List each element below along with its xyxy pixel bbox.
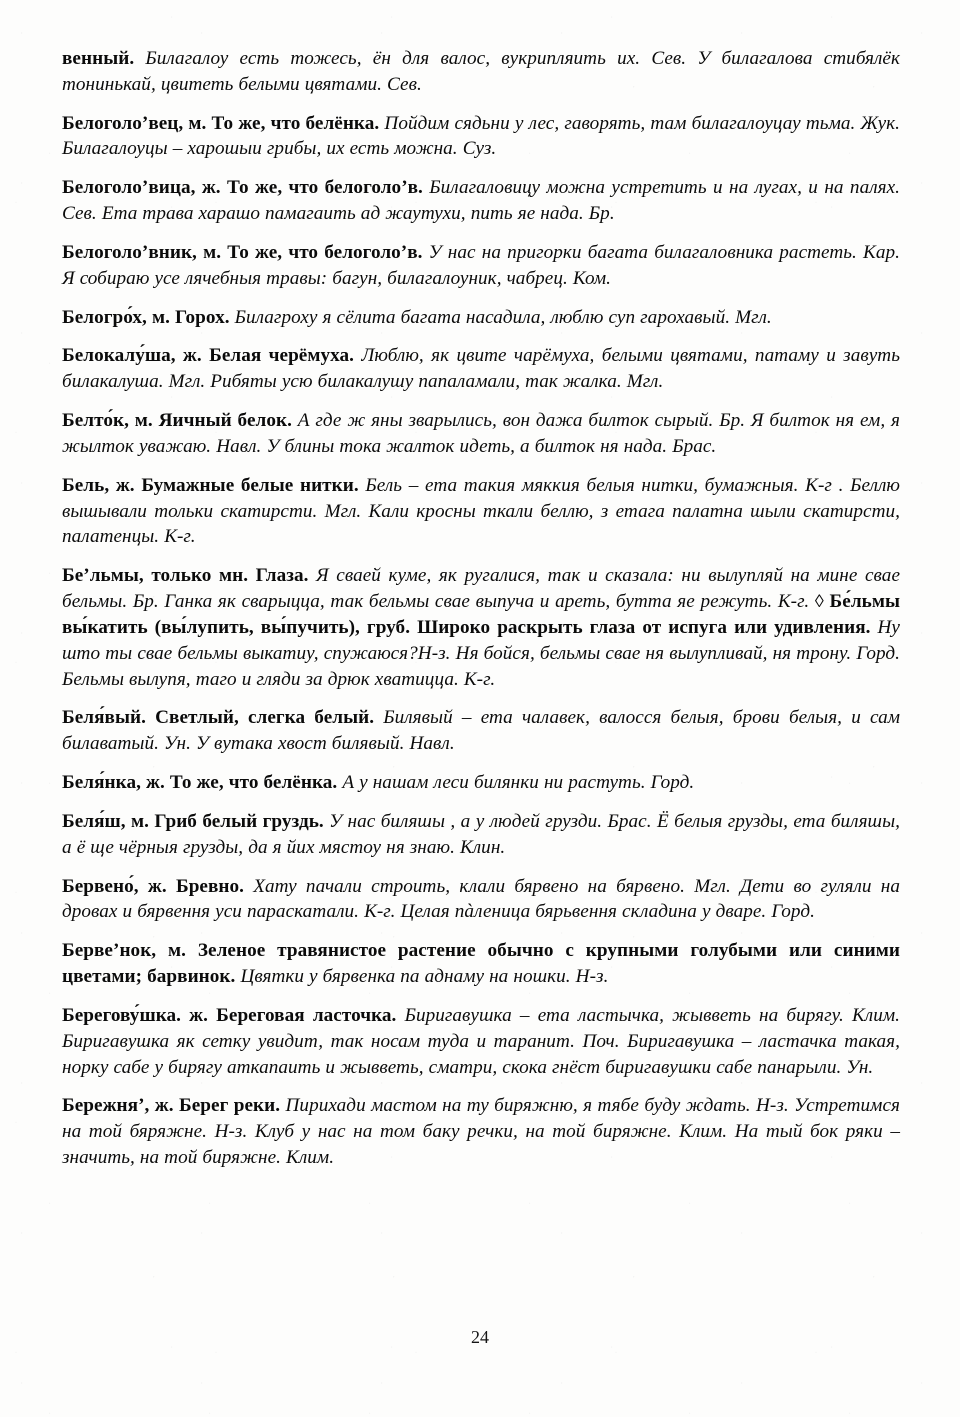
entry-definition: Глаза. [255,565,309,587]
dictionary-entry [62,938,900,990]
dictionary-entry [62,408,900,460]
entry-illustration: Люблю, як цвите чарёмуха, белыми цвятами, патаму и завуть билакалуша. Мгл. Рибяты усю билакалушу папаламали, так жалка. Мгл. [62,345,900,393]
entry-definition: Берег реки. [179,1095,281,1117]
entry-headword: Бервено́, ж. [62,875,167,897]
entry-headword: Белто́к, м. [62,410,153,432]
idiom-phrase: Бе́льмы вы́катить (вы́лупить, вы́пучить), груб. [62,591,900,638]
entry-definition: Белая черёмуха. [209,345,354,367]
entry-headword: Беля́нка, ж. [62,772,165,794]
entry-headword: Бель, ж. [62,474,135,496]
entry-illustration: Пирихади мастом на ту биряжню, я тябе буду ждать. Н-з. Устретимся на той бяряжне. Н-з. Клуб у нас на том баку речки, на той биряжне. Клим. На тый бок ряки – значить, на той биряжне. Клим. [62,1095,900,1168]
entry-illustration: А где ж яны зварылись, вон дажа билток сырый. Бр. Я билток ня ем, я жылток уважаю. Навл. У блины тока жалток идеть, а билток ня нада. Брас. [62,410,901,457]
entry-definition: Горох. [174,306,230,328]
entry-definition: Гриб белый груздь. [154,810,324,832]
entry-illustration: Я сваей куме, як ругалися, так и сказала: ни вылупляй на мине свае бельмы. Бр. Ганка як сварыцца, так бельмы свае выпуча и ареть, бутта яе режуть. К-г. [62,565,901,613]
entry-definition: Бревно. [175,875,244,897]
dictionary-entry [62,770,900,796]
entry-illustration: А у нашам леси билянки ни растуть. Горд. [342,772,695,794]
entry-headword: Берегову́шка. ж. [62,1004,208,1026]
dictionary-entry [62,175,900,227]
dictionary-entry [62,1003,900,1080]
entry-definition: Яичный белок. [158,410,292,432]
entry-illustration: Билагроху я сёлита багата насадила, люблю суп гарохавый. Мгл. [234,306,772,328]
entry-illustration: Хату пачали строить, клали бярвено на бярвено. Мгл. Дети во гуляли на дровах и бярвення уси параскатали. К-г. Целая пàленица бярьвення складина у дваре. Горд. [62,875,900,923]
dictionary-entry [62,1093,900,1170]
entry-illustration: Биригавушка – ета ластычка, жывветь на бирягу. Клим. Биригавушка як сетку увидит, так носам туда и таранит. Поч. Биригавушка – ластачка такая, норку сабе у бирягу аткапаить и жывветь, сматри, скока гнёст биригавушки сабе панарыли. Ун. [62,1004,901,1078]
entry-definition: Светлый, слегка белый. [155,707,375,729]
entry-headword: Белокалу́ша, ж. [62,345,202,367]
entry-illustration: Билагалоу есть тожесь, ён для валос, вукрипляить их. Сев. У билагалова стибялёк тонинькай, цвитеть белыми цвятами. Сев. [62,48,901,95]
entry-headword: венный. [62,48,135,69]
entry-headword: Беля́ш, м. [62,810,150,832]
page-number: 24 [471,1327,489,1347]
page-content-column [62,46,900,1171]
entry-definition: То же, что белёнка. [211,112,380,134]
entry-illustration: У нас биляшы , а у людей грузди. Брас. Ё белыя грузды, ета биляшы, а ё ще чёрныя грузды, да я йих мястоу ня знаю. Клин. [62,810,900,858]
entry-headword: Бе’льмы, только мн. [62,565,249,587]
dictionary-entry [62,874,900,926]
entry-definition: Бумажные белые нитки. [141,474,359,496]
idiom-definition: Широко раскрыть глаза от испуга или удивления. [417,616,871,638]
entry-definition: То же, что белоголо’в. [227,177,423,199]
dictionary-entry [62,240,900,292]
entry-illustration: Цвятки у бярвенка па аднаму на ношки. Н-з. [240,966,609,988]
dictionary-entry [62,343,900,395]
idiom-illustration: Ну што ты свае бельмы выкатиу, спужаюся?Н-з. Ня бойся, бельмы свае ня вылупливай, ня трону. Горд. Бельмы вылупя, таго и гляди за дрюк хватицца. К-г. [62,616,900,690]
entry-headword: Бережня’, ж. [62,1095,174,1117]
entry-illustration: Бель – ета такия мяккия белыя нитки, бумажныя. К-г . Беллю вышывали тольки скатирсти. Мгл. Кали кросны ткали беллю, з етага палатна шыли скатирсти, палатенцы. К-г. [62,474,900,548]
dictionary-entry [62,473,900,550]
entry-illustration: Билагаловицу можна устретить и на лугах, и на палях. Сев. Ета трава харашо памагаить ад жаутухи, пить яе нада. Бр. [62,177,901,225]
entry-illustration: У нас на пригорки багата билагаловника растеть. Кар. Я собираю усе лячебныя травы: багун, билагалоуник, чабрец. Ком. [62,241,900,289]
dictionary-entry [62,111,900,163]
entry-definition: То же, что белёнка. [169,772,338,794]
entry-illustration: Билявый – ета чалавек, валосся белыя, брови белыя, и сам билаватый. Ун. У вутака хвост билявый. Навл. [62,707,901,755]
entry-headword: Белогро́х, м. [62,306,170,328]
dictionary-entry [62,809,900,861]
dictionary-entry [62,563,900,692]
entry-headword: Белоголо’вник, м. [62,241,222,263]
idiom-lozenge-icon: ◊ [814,591,824,612]
entry-illustration: Пойдим сядьни у лес, гаворять, там билагалоуцау тьма. Жук. Билагалоуцы – харошыи грибы, их есть можна. Суз. [62,112,901,160]
entry-definition: То же, что белоголо’в. [227,241,423,263]
entry-headword: Белоголо’вица, ж. [62,177,221,199]
dictionary-entry [62,305,900,331]
entry-definition: Зеленое травянистое растение обычно с крупными голубыми или синими цветами; барвинок. [62,940,900,988]
entry-headword: Беля́вый. [62,707,146,729]
entry-definition: Береговая ласточка. [216,1004,397,1026]
dictionary-entry [62,705,900,757]
entry-headword: Белоголо’вец, м. [62,112,207,134]
entry-headword: Берве’нок, м. [62,940,186,962]
dictionary-entry [62,46,900,98]
